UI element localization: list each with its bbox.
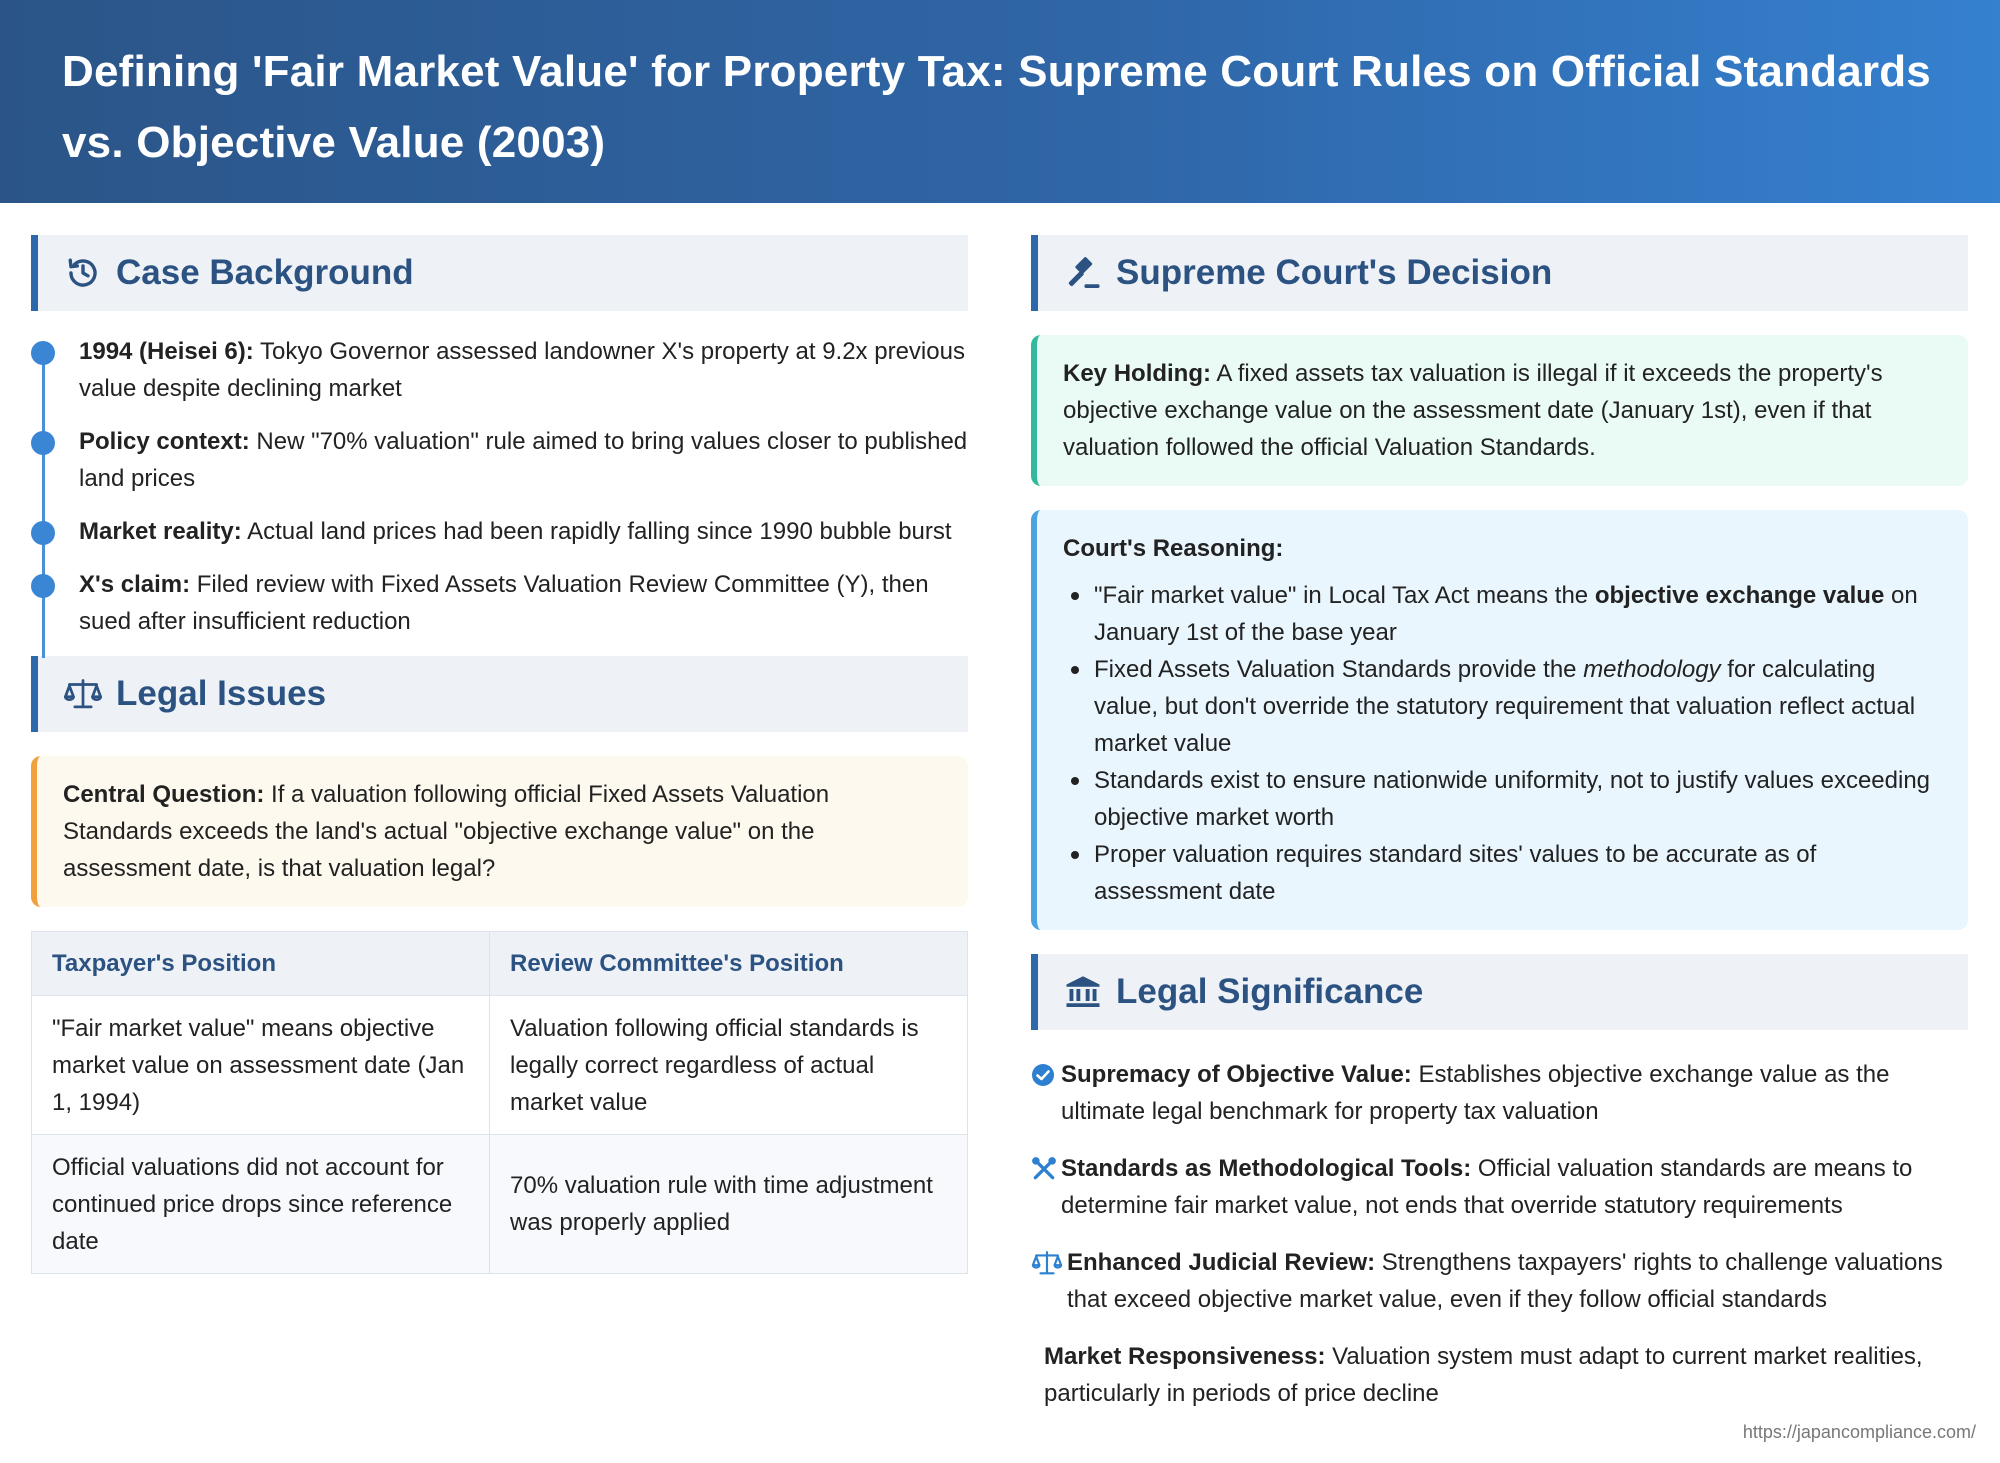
list-item <box>1067 651 1942 762</box>
significance-header <box>1031 954 1968 1030</box>
timeline-label: 1994 (Heisei 6): <box>79 338 254 365</box>
table-header-row <box>32 932 968 996</box>
gavel-icon <box>1064 254 1102 292</box>
key-holding-label: Key Holding: <box>1063 360 1211 387</box>
table-cell: 70% valuation rule with time adjustment was properly applied <box>490 1135 968 1274</box>
timeline-text: Filed review with Fixed Assets Valuation Review Committee (Y), then sued after insufficient reduction <box>79 571 929 635</box>
reasoning-text: for calculating value, but don't override the statutory requirement that valuation reflect actual market value <box>1094 656 1916 757</box>
balance-scale-icon <box>64 675 102 713</box>
table-row <box>32 1135 968 1274</box>
reasoning-emphasis: objective exchange value <box>1594 582 1885 609</box>
tools-icon <box>1031 1150 1061 1187</box>
legal-issues-title: Legal Issues <box>116 674 327 713</box>
timeline-item <box>79 566 979 640</box>
timeline-label: Policy context: <box>79 428 250 455</box>
list-item <box>1031 1056 1968 1130</box>
table-cell: Official valuations did not account for continued price drops since reference date <box>32 1135 490 1274</box>
central-question-callout <box>31 756 968 907</box>
reasoning-emphasis: methodology <box>1583 656 1721 683</box>
table-row <box>32 996 968 1135</box>
case-background-header <box>31 235 968 311</box>
right-column <box>1031 235 1968 1432</box>
central-question-label: Central Question: <box>63 781 265 808</box>
significance-label: Enhanced Judicial Review: <box>1067 1249 1376 1276</box>
case-background-title: Case Background <box>116 253 414 292</box>
timeline-text: New "70% valuation" rule aimed to bring values closer to published land prices <box>79 428 968 492</box>
significance-label: Standards as Methodological Tools: <box>1061 1155 1472 1182</box>
column-header-committee: Review Committee's Position <box>490 932 968 996</box>
list-item <box>1031 1150 1968 1224</box>
central-question-text: If a valuation following official Fixed Assets Valuation Standards exceeds the land's actual "objective exchange value" on the assessment date, is that valuation legal? <box>63 781 830 882</box>
history-icon <box>64 254 102 292</box>
page-title: Defining 'Fair Market Value' for Property Tax: Supreme Court Rules on Official Standards vs. Objective Value (2003) <box>62 47 1931 167</box>
significance-title: Legal Significance <box>1116 972 1424 1011</box>
significance-text: Official valuation standards are means to determine fair market value, not ends that override statutory requirements <box>1061 1155 1913 1219</box>
timeline-label: Market reality: <box>79 518 242 545</box>
timeline-dot <box>31 521 55 545</box>
page-header <box>0 0 2000 203</box>
positions-table <box>31 931 968 1274</box>
background-timeline <box>31 333 968 640</box>
timeline-item <box>79 513 979 550</box>
decision-header <box>1031 235 1968 311</box>
landmark-icon <box>1064 973 1102 1011</box>
check-circle-icon <box>1031 1056 1061 1093</box>
timeline-dot <box>31 431 55 455</box>
significance-label: Market Responsiveness: <box>1044 1343 1326 1370</box>
timeline-text: Actual land prices had been rapidly falling since 1990 bubble burst <box>241 518 952 545</box>
key-holding-callout <box>1031 335 1968 486</box>
key-holding-text: A fixed assets tax valuation is illegal if it exceeds the property's objective exchange value on the assessment date (January 1st), even if that valuation followed the official Valuation Standards. <box>1063 360 1883 461</box>
significance-text: Valuation system must adapt to current market realities, particularly in periods of price decline <box>1044 1343 1923 1407</box>
scale-icon <box>1031 1244 1067 1281</box>
list-item <box>1067 577 1942 651</box>
list-item <box>1031 1338 1968 1412</box>
reasoning-text: on January 1st of the base year <box>1094 582 1918 646</box>
list-item: Proper valuation requires standard sites' values to be accurate as of assessment date <box>1067 836 1942 910</box>
list-item <box>1031 1244 1968 1318</box>
decision-title: Supreme Court's Decision <box>1116 253 1553 292</box>
reasoning-text: "Fair market value" in Local Tax Act means the <box>1094 582 1595 609</box>
list-item: Standards exist to ensure nationwide uniformity, not to justify values exceeding objective market worth <box>1067 762 1942 836</box>
reasoning-text: Fixed Assets Valuation Standards provide the <box>1094 656 1584 683</box>
column-header-taxpayer: Taxpayer's Position <box>32 932 490 996</box>
timeline-item <box>79 423 979 497</box>
significance-list <box>1031 1056 1968 1412</box>
table-cell: Valuation following official standards is legally correct regardless of actual market value <box>490 996 968 1135</box>
timeline-item <box>79 333 979 407</box>
table-cell: "Fair market value" means objective market value on assessment date (Jan 1, 1994) <box>32 996 490 1135</box>
reasoning-title: Court's Reasoning: <box>1063 535 1284 562</box>
timeline-dot <box>31 574 55 598</box>
reasoning-list <box>1063 577 1942 910</box>
significance-text: Strengthens taxpayers' rights to challenge valuations that exceed objective market value, even if they follow official standards <box>1067 1249 1943 1313</box>
timeline-label: X's claim: <box>79 571 191 598</box>
timeline-line <box>42 353 45 658</box>
timeline-text: Tokyo Governor assessed landowner X's property at 9.2x previous value despite declining market <box>79 338 965 402</box>
significance-text: Establishes objective exchange value as the ultimate legal benchmark for property tax valuation <box>1061 1061 1890 1125</box>
legal-issues-header <box>31 656 968 732</box>
left-column <box>31 235 968 1274</box>
footer-url: https://japancompliance.com/ <box>1742 1422 1976 1442</box>
significance-label: Supremacy of Objective Value: <box>1061 1061 1412 1088</box>
timeline-dot <box>31 341 55 365</box>
reasoning-callout <box>1031 510 1968 930</box>
